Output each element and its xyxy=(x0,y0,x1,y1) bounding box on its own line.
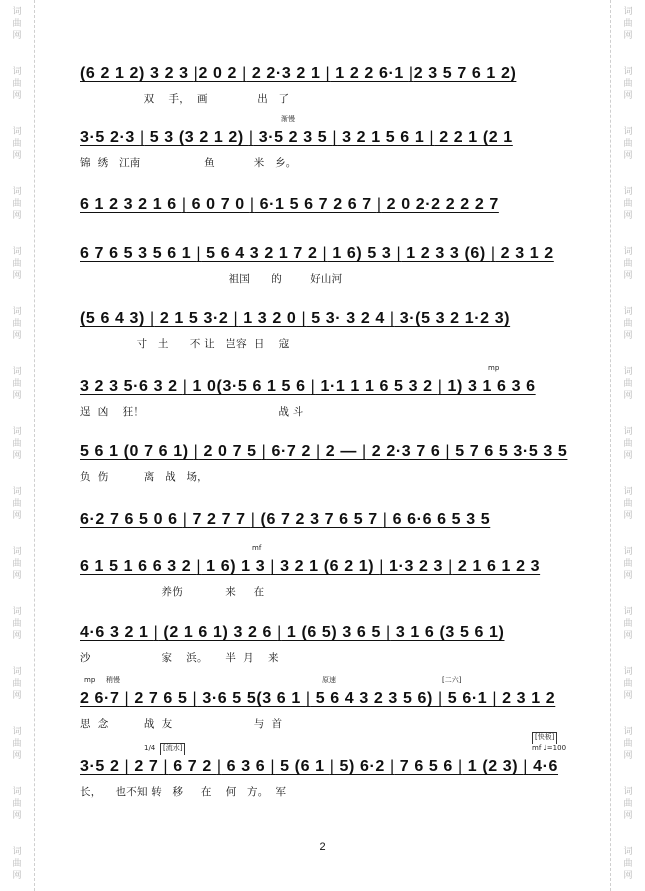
measure: 2 1 6 1 2 3 xyxy=(452,558,541,575)
measure: 6 7 6 5 3 5 6 1 xyxy=(80,245,197,262)
bar-line: | xyxy=(438,690,443,707)
notation-line xyxy=(80,308,570,330)
bar-line: | xyxy=(325,65,331,82)
watermark-stack xyxy=(619,66,637,102)
measure: 2 2 1 (2 1 xyxy=(434,129,513,146)
bar-line: | xyxy=(379,558,384,575)
bar-line: | xyxy=(386,624,391,641)
measure: 6 1 5 1 6 6 3 2 xyxy=(80,558,197,575)
watermark-glyph: 网 xyxy=(12,811,22,821)
measure: (2 1 6 1) 3 2 6 xyxy=(158,624,278,641)
watermark-glyph: 词 xyxy=(12,247,22,257)
watermark-stack xyxy=(8,6,26,42)
watermark-stack xyxy=(619,246,637,282)
watermark-stack xyxy=(619,606,637,642)
measure: 3·(5 3 2 1·2 3) xyxy=(394,310,511,327)
watermark-glyph: 网 xyxy=(623,31,633,41)
bar-line: | xyxy=(124,758,130,775)
watermark-stack xyxy=(8,546,26,582)
bar-line: | xyxy=(216,758,222,775)
lyric-line: 思 念 战 友 与 首 xyxy=(80,718,283,730)
bar-line: | xyxy=(196,245,202,262)
measure: 4·6 3 2 1 xyxy=(80,624,154,641)
watermark-glyph: 词 xyxy=(12,7,22,17)
measure: 6 7 2 xyxy=(168,758,217,775)
notation-line xyxy=(80,127,570,149)
watermark-glyph: 网 xyxy=(623,331,633,341)
watermark-glyph: 曲 xyxy=(623,499,633,509)
measure: 1 2 2 6·1 xyxy=(330,65,409,82)
watermark-glyph: 网 xyxy=(12,691,22,701)
measure: 3 2 1 5 6 1 xyxy=(337,129,430,146)
measure: 6 0 7 0 xyxy=(186,196,250,213)
measure: 3·5 2·3 xyxy=(80,129,140,146)
measure: 6·1 5 6 7 2 6 7 xyxy=(254,196,377,213)
bar-line: | xyxy=(408,65,414,82)
watermark-glyph: 网 xyxy=(623,631,633,641)
watermark-glyph: 曲 xyxy=(623,19,633,29)
measure: 2 0 7 5 xyxy=(198,443,262,460)
bar-line: | xyxy=(490,245,496,262)
watermark-glyph: 词 xyxy=(623,787,633,797)
watermark-glyph: 网 xyxy=(12,571,22,581)
bar-line: | xyxy=(437,378,443,395)
watermark-glyph: 词 xyxy=(12,487,22,497)
measure: 3·6 5 5(3 6 1 xyxy=(197,690,306,707)
measure: (6 7 2 3 7 6 5 7 xyxy=(255,511,383,528)
bar-line: | xyxy=(389,310,395,327)
watermark-glyph: 网 xyxy=(623,511,633,521)
watermark-glyph: 曲 xyxy=(623,139,633,149)
watermark-glyph: 曲 xyxy=(623,319,633,329)
notation-line xyxy=(80,756,570,778)
watermark-glyph: 网 xyxy=(12,331,22,341)
measure: 2 0 2 xyxy=(198,65,243,82)
dynamic-mark: mp xyxy=(488,364,500,372)
measure: 3 2 1 (6 2 1) xyxy=(275,558,380,575)
watermark-glyph: 曲 xyxy=(623,199,633,209)
watermark-stack xyxy=(8,246,26,282)
watermark-stack xyxy=(619,186,637,222)
watermark-stack xyxy=(8,126,26,162)
watermark-glyph: 网 xyxy=(12,31,22,41)
watermark-glyph: 曲 xyxy=(12,319,22,329)
watermark-glyph: 网 xyxy=(12,511,22,521)
measure: 6·7 2 xyxy=(266,443,316,460)
watermark-glyph: 曲 xyxy=(12,199,22,209)
measure: 2 1 5 3·2 xyxy=(154,310,234,327)
bar-line: | xyxy=(248,129,254,146)
measure: 5 6 1 (0 7 6 1) xyxy=(80,443,194,460)
watermark-stack xyxy=(8,66,26,102)
lyric-line: 养伤 来 在 xyxy=(80,586,265,598)
watermark-stack xyxy=(8,486,26,522)
watermark-glyph: 曲 xyxy=(623,439,633,449)
lyric-line: 逞 凶 狂！ 战 斗 xyxy=(80,406,304,418)
watermark-stack xyxy=(8,726,26,762)
measure: 2 7 6 5 xyxy=(129,690,193,707)
bar-line: | xyxy=(193,443,199,460)
watermark-glyph: 曲 xyxy=(12,79,22,89)
bar-line: | xyxy=(457,758,463,775)
bar-line: | xyxy=(192,690,198,707)
right-watermark-rail xyxy=(610,0,645,891)
notation-line xyxy=(80,194,570,216)
watermark-glyph: 曲 xyxy=(12,799,22,809)
measure: 4·6 xyxy=(528,758,559,775)
watermark-glyph: 词 xyxy=(12,187,22,197)
expression-mark: 渐慢 xyxy=(281,115,295,123)
watermark-glyph: 网 xyxy=(12,751,22,761)
watermark-stack xyxy=(619,426,637,462)
bar-line: | xyxy=(163,758,169,775)
watermark-glyph: 曲 xyxy=(623,379,633,389)
measure: 2 3 1 2 xyxy=(495,245,554,262)
watermark-glyph: 曲 xyxy=(623,739,633,749)
bar-line: | xyxy=(429,129,435,146)
watermark-glyph: 词 xyxy=(12,547,22,557)
measure: 7 2 7 7 xyxy=(187,511,251,528)
bar-line: | xyxy=(523,758,529,775)
bar-line: | xyxy=(250,511,256,528)
measure: 1 6) 1 3 xyxy=(201,558,271,575)
measure: 5 6·1 xyxy=(442,690,493,707)
bar-line: | xyxy=(396,245,402,262)
measure: 6·2 7 6 5 0 6 xyxy=(80,511,183,528)
watermark-glyph: 网 xyxy=(12,451,22,461)
watermark-glyph: 曲 xyxy=(623,619,633,629)
watermark-glyph: 词 xyxy=(12,787,22,797)
watermark-glyph: 网 xyxy=(623,151,633,161)
watermark-glyph: 词 xyxy=(623,127,633,137)
bar-line: | xyxy=(389,758,395,775)
watermark-glyph: 曲 xyxy=(12,859,22,869)
measure: 2 — xyxy=(320,443,362,460)
measure: 2 7 xyxy=(129,758,164,775)
watermark-glyph: 词 xyxy=(12,367,22,377)
measure: 2 3 1 2 xyxy=(497,690,556,707)
watermark-glyph: 词 xyxy=(12,67,22,77)
watermark-glyph: 词 xyxy=(623,187,633,197)
watermark-glyph: 曲 xyxy=(12,259,22,269)
watermark-stack xyxy=(8,606,26,642)
section-mark: [二六] xyxy=(442,676,462,684)
watermark-glyph: 曲 xyxy=(623,259,633,269)
bar-line: | xyxy=(329,758,335,775)
watermark-glyph: 网 xyxy=(623,271,633,281)
lyric-line: 长， 也不知 转 移 在 何 方。 军 xyxy=(80,786,287,798)
watermark-glyph: 曲 xyxy=(12,379,22,389)
watermark-glyph: 词 xyxy=(12,847,22,857)
bar-line: | xyxy=(150,310,155,327)
page-number: 2 xyxy=(319,841,326,853)
watermark-glyph: 网 xyxy=(623,571,633,581)
watermark-stack xyxy=(619,726,637,762)
notation-line xyxy=(80,556,570,578)
watermark-glyph: 词 xyxy=(623,367,633,377)
notation-line xyxy=(80,622,570,644)
watermark-glyph: 网 xyxy=(623,451,633,461)
watermark-glyph: 词 xyxy=(12,607,22,617)
bar-line: | xyxy=(448,558,453,575)
measure: 7 6 5 6 xyxy=(394,758,458,775)
measure: 3 2 3 5·6 3 2 xyxy=(80,378,183,395)
bar-line: | xyxy=(139,129,145,146)
bar-line: | xyxy=(261,443,267,460)
watermark-glyph: 词 xyxy=(623,547,633,557)
watermark-glyph: 词 xyxy=(12,127,22,137)
notation-line xyxy=(80,376,570,398)
watermark-glyph: 曲 xyxy=(12,619,22,629)
bar-line: | xyxy=(233,310,239,327)
watermark-glyph: 曲 xyxy=(12,19,22,29)
watermark-glyph: 词 xyxy=(623,7,633,17)
watermark-stack xyxy=(619,546,637,582)
bar-line: | xyxy=(376,196,382,213)
watermark-glyph: 网 xyxy=(623,91,633,101)
watermark-glyph: 词 xyxy=(623,67,633,77)
watermark-glyph: 网 xyxy=(623,751,633,761)
watermark-stack xyxy=(619,366,637,402)
watermark-glyph: 词 xyxy=(623,667,633,677)
watermark-stack xyxy=(8,306,26,342)
bar-line: | xyxy=(193,65,199,82)
section-mark: [快板] xyxy=(532,732,557,744)
watermark-stack xyxy=(8,786,26,822)
measure: 1 (2 3) xyxy=(462,758,524,775)
watermark-glyph: 网 xyxy=(623,691,633,701)
tempo-mark: 原速 xyxy=(322,676,336,684)
measure: 1 (6 5) 3 6 5 xyxy=(281,624,387,641)
watermark-glyph: 曲 xyxy=(12,139,22,149)
measure: 5 3 (3 2 1 2) xyxy=(144,129,249,146)
watermark-stack xyxy=(619,126,637,162)
watermark-glyph: 网 xyxy=(623,211,633,221)
bar-line: | xyxy=(362,443,367,460)
measure: 5 6 4 3 2 3 5 6) xyxy=(310,690,438,707)
bar-line: | xyxy=(310,378,316,395)
measure: 5 3· 3 2 4 xyxy=(306,310,390,327)
watermark-stack xyxy=(8,426,26,462)
bar-line: | xyxy=(277,624,282,641)
dynamic-mark: mf xyxy=(252,544,262,552)
watermark-glyph: 词 xyxy=(12,307,22,317)
watermark-glyph: 词 xyxy=(12,667,22,677)
lyric-line: 负 伤 离 战 场， xyxy=(80,471,208,483)
notation-line xyxy=(80,243,570,265)
meter-mark: 1/4 xyxy=(144,744,156,752)
watermark-glyph: 词 xyxy=(623,247,633,257)
measure: 1 3 2 0 xyxy=(238,310,302,327)
bar-line: | xyxy=(332,129,338,146)
measure: 2 3 5 7 6 1 2) xyxy=(413,65,517,82)
bar-line: | xyxy=(249,196,255,213)
watermark-glyph: 网 xyxy=(12,91,22,101)
tempo-mark: 稍慢 xyxy=(106,676,120,684)
watermark-glyph: 网 xyxy=(12,151,22,161)
measure: 1) 3 1 6 3 6 xyxy=(442,378,536,395)
watermark-glyph: 词 xyxy=(623,487,633,497)
watermark-glyph: 曲 xyxy=(623,859,633,869)
bar-line: | xyxy=(382,511,388,528)
measure: 2 0 2·2 2 2 2 7 xyxy=(381,196,499,213)
lyric-line: 寸 土 不 让 岂容 日 寇 xyxy=(80,338,290,350)
watermark-glyph: 曲 xyxy=(623,559,633,569)
lyric-line: 祖国 的 好山河 xyxy=(80,273,343,285)
bar-line: | xyxy=(492,690,498,707)
watermark-stack xyxy=(8,366,26,402)
watermark-stack xyxy=(619,666,637,702)
bar-line: | xyxy=(182,378,188,395)
bar-line: | xyxy=(322,245,328,262)
watermark-glyph: 词 xyxy=(12,727,22,737)
lyric-line: 锦 绣 江南 鱼 米 乡。 xyxy=(80,157,297,169)
watermark-glyph: 网 xyxy=(623,871,633,881)
bar-line: | xyxy=(242,65,247,82)
lyric-line: 沙 家 浜。 半 月 来 xyxy=(80,652,279,664)
watermark-glyph: 曲 xyxy=(12,559,22,569)
watermark-glyph: 曲 xyxy=(12,739,22,749)
notation-line xyxy=(80,63,570,85)
tempo-mark: mf ♩=100 xyxy=(532,744,567,752)
watermark-stack xyxy=(8,666,26,702)
measure: 5 7 6 5 3·5 3 5 xyxy=(450,443,568,460)
section-mark: [流水] xyxy=(160,743,185,755)
watermark-glyph: 网 xyxy=(12,631,22,641)
watermark-stack xyxy=(619,486,637,522)
measure: 1 6) 5 3 xyxy=(327,245,397,262)
measure: 1 2 3 3 (6) xyxy=(401,245,491,262)
bar-line: | xyxy=(301,310,307,327)
notation-line xyxy=(80,441,570,463)
watermark-glyph: 网 xyxy=(12,871,22,881)
watermark-glyph: 曲 xyxy=(623,679,633,689)
measure: 3·5 2 3 5 xyxy=(253,129,333,146)
watermark-glyph: 曲 xyxy=(623,79,633,89)
watermark-glyph: 网 xyxy=(623,811,633,821)
bar-line: | xyxy=(182,511,188,528)
watermark-glyph: 网 xyxy=(623,391,633,401)
watermark-glyph: 词 xyxy=(12,427,22,437)
watermark-glyph: 曲 xyxy=(12,499,22,509)
watermark-glyph: 网 xyxy=(12,271,22,281)
notation-line xyxy=(80,688,570,710)
measure: 2 2·3 2 1 xyxy=(246,65,326,82)
dynamic-mark: mp xyxy=(84,676,96,684)
measure: 5) 6·2 xyxy=(334,758,390,775)
watermark-stack xyxy=(619,6,637,42)
watermark-glyph: 网 xyxy=(12,391,22,401)
bar-line: | xyxy=(316,443,321,460)
watermark-glyph: 词 xyxy=(623,427,633,437)
watermark-glyph: 曲 xyxy=(12,679,22,689)
lyric-line: 双 手， 画 出 了 xyxy=(80,93,290,105)
notation-line xyxy=(80,509,570,531)
bar-line: | xyxy=(181,196,187,213)
bar-line: | xyxy=(270,758,276,775)
bar-line: | xyxy=(124,690,130,707)
watermark-glyph: 曲 xyxy=(623,799,633,809)
measure: 6 3 6 xyxy=(221,758,271,775)
measure: 6 1 2 3 2 1 6 xyxy=(80,196,182,213)
watermark-glyph: 网 xyxy=(12,211,22,221)
measure: 5 (6 1 xyxy=(275,758,330,775)
bar-line: | xyxy=(305,690,311,707)
measure: 3·5 2 xyxy=(80,758,125,775)
measure: (5 6 4 3) xyxy=(80,310,151,327)
left-watermark-rail xyxy=(0,0,35,891)
measure: 6 6·6 6 5 3 5 xyxy=(387,511,491,528)
watermark-glyph: 词 xyxy=(623,307,633,317)
watermark-glyph: 曲 xyxy=(12,439,22,449)
measure: (6 2 1 2) 3 2 3 xyxy=(80,65,194,82)
measure: 3 1 6 (3 5 6 1) xyxy=(390,624,505,641)
measure: 5 6 4 3 2 1 7 2 xyxy=(201,245,323,262)
measure: 2 6·7 xyxy=(80,690,125,707)
watermark-glyph: 词 xyxy=(623,607,633,617)
watermark-stack xyxy=(619,306,637,342)
bar-line: | xyxy=(270,558,276,575)
measure: 1 0(3·5 6 1 5 6 xyxy=(187,378,311,395)
bar-line: | xyxy=(153,624,159,641)
measure: 1·3 2 3 xyxy=(383,558,449,575)
watermark-stack xyxy=(619,786,637,822)
measure: 2 2·3 7 6 xyxy=(366,443,446,460)
watermark-glyph: 词 xyxy=(623,727,633,737)
bar-line: | xyxy=(445,443,451,460)
watermark-stack xyxy=(8,186,26,222)
watermark-glyph: 词 xyxy=(623,847,633,857)
bar-line: | xyxy=(196,558,202,575)
measure: 1·1 1 1 6 5 3 2 xyxy=(315,378,438,395)
